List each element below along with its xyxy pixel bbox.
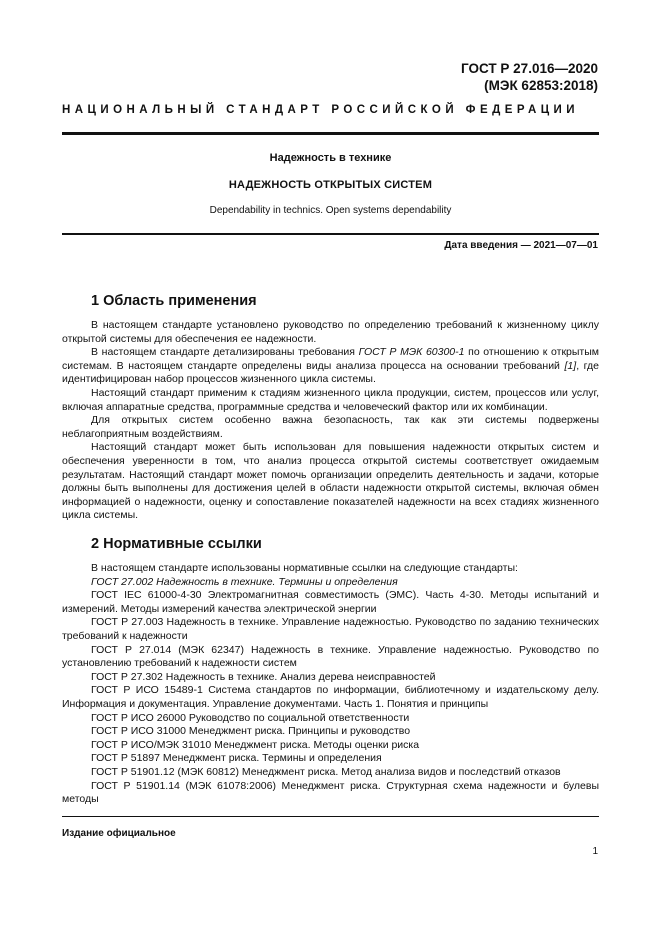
standard-code-line1: ГОСТ Р 27.016—2020 bbox=[461, 61, 598, 76]
reference-link: ГОСТ Р МЭК 60300-1 bbox=[358, 346, 465, 359]
paragraph: Настоящий стандарт может быть использован для повышения надежности открытых систем и обеспечения уверенности в том, что анализ процесса открытой системы соответствует ожидаемым результатам. Настоящий стандарт может помочь организации определить деятельность и задачи, которые должны быть выполнены для достижения целей в области надежности открытой системы, включая обмен информацией о надежности, оценку и сопоставление показателей надежности на всех стадиях жизненного цикла системы. bbox=[62, 441, 599, 522]
section-2-heading: 2 Нормативные ссылки bbox=[91, 536, 262, 552]
paragraph: В настоящем стандарте использованы нормативные ссылки на следующие стандарты: bbox=[91, 562, 518, 574]
english-title: Dependability in technics. Open systems dependability bbox=[209, 205, 452, 216]
paragraph: Для открытых систем особенно важна безопасность, так как эти системы подвержены неблагоприятным воздействиям. bbox=[62, 414, 599, 440]
top-rule bbox=[62, 132, 599, 135]
reference-item: ГОСТ Р 27.003 Надежность в технике. Управление надежностью. Руководство по заданию технических требований к надежности bbox=[62, 616, 599, 642]
reference-item: ГОСТ Р ИСО 31000 Менеджмент риска. Принципы и руководство bbox=[91, 725, 411, 738]
standard-code bbox=[461, 60, 598, 94]
paragraph: В настоящем стандарте детализированы требования ГОСТ Р МЭК 60300-1 по отношению к открытым системам. В настоящем стандарте определены виды анализа процесса на основании требований [1], где идентифицирован набор процессов жизненного цикла системы. bbox=[62, 346, 600, 386]
page-number: 1 bbox=[592, 846, 598, 857]
effective-date: Дата введения — 2021—07—01 bbox=[444, 240, 598, 251]
national-standard-header: НАЦИОНАЛЬНЫЙ СТАНДАРТ РОССИЙСКОЙ ФЕДЕРАЦИИ bbox=[62, 104, 579, 116]
reference-item: ГОСТ Р 51897 Менеджмент риска. Термины и определения bbox=[91, 752, 382, 765]
reference-item: ГОСТ 27.002 Надежность в технике. Термины и определения bbox=[91, 575, 398, 588]
reference-item: ГОСТ Р ИСО/МЭК 31010 Менеджмент риска. Методы оценки риска bbox=[91, 738, 420, 751]
citation: [1] bbox=[564, 359, 577, 372]
paragraph: В настоящем стандарте установлено руководство по определению требований к жизненному циклу открытой системы для обеспечения ее надежности. bbox=[62, 319, 599, 345]
title-series: Надежность в технике bbox=[269, 152, 392, 164]
official-edition-label: Издание официальное bbox=[62, 828, 176, 839]
paragraph: Настоящий стандарт применим к стадиям жизненного цикла продукции, систем, процессов или услуг, включая аппаратные средства, программные средства и человеческий фактор или их комбинации. bbox=[62, 386, 599, 413]
reference-item: ГОСТ IEC 61000-4-30 Электромагнитная совместимость (ЭМС). Часть 4-30. Методы испытаний и измерений. Методы измерений качества электрической энергии bbox=[62, 589, 599, 615]
reference-item: ГОСТ Р ИСО 26000 Руководство по социальной ответственности bbox=[91, 711, 410, 724]
standard-code-line2: (МЭК 62853:2018) bbox=[484, 78, 598, 93]
section-2-body bbox=[62, 562, 599, 807]
reference-item: ГОСТ Р ИСО 15489-1 Система стандартов по информации, библиотечному и издательскому делу. Информация и документация. Управление документами. Часть 1. Понятия и принципы bbox=[62, 684, 599, 710]
reference-item: ГОСТ Р 27.014 (МЭК 62347) Надежность в технике. Управление надежностью. Руководство по установлению требований к надежности систем bbox=[62, 643, 599, 670]
reference-item: ГОСТ Р 27.302 Надежность в технике. Анализ дерева неисправностей bbox=[91, 670, 436, 683]
reference-item: ГОСТ Р 51901.14 (МЭК 61078:2006) Менеджмент риска. Структурная схема надежности и булевы методы bbox=[62, 779, 599, 806]
section-1-heading: 1 Область применения bbox=[91, 293, 257, 309]
footer-rule bbox=[62, 816, 599, 817]
document-title: НАДЕЖНОСТЬ ОТКРЫТЫХ СИСТЕМ bbox=[228, 179, 433, 191]
title-rule bbox=[62, 233, 599, 235]
reference-item: ГОСТ Р 51901.12 (МЭК 60812) Менеджмент риска. Метод анализа видов и последствий отказов bbox=[91, 765, 561, 778]
section-1-body bbox=[62, 319, 599, 523]
